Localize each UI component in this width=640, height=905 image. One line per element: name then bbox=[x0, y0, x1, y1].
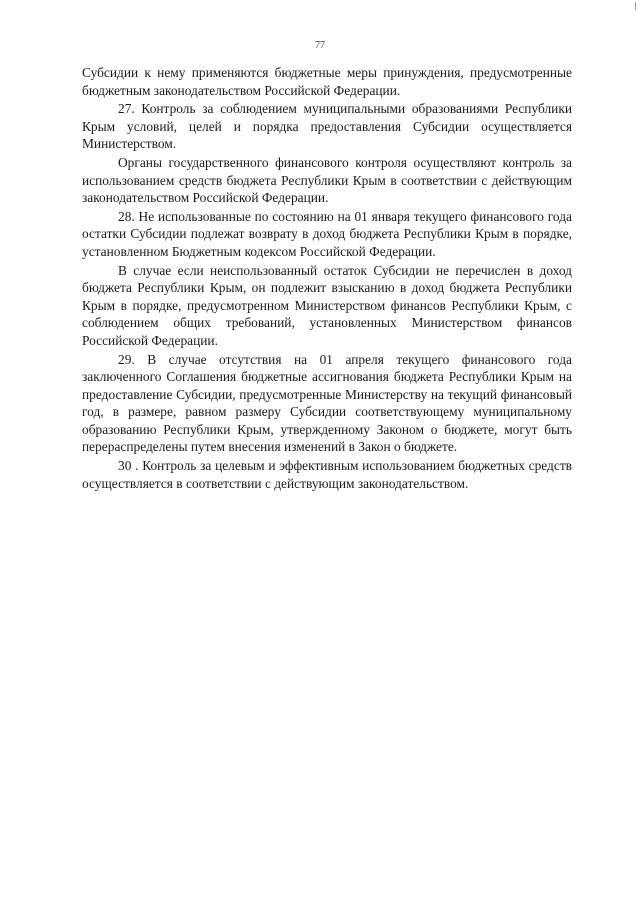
paragraph-28-recovery: В случае если неиспользованный остаток Субсидии не перечислен в доход бюджета Республики Крым, он подлежит взысканию в доход бюджета Республики Крым в порядке, предусмотренном Министерством финансов Республики Крым, с соблюдением общих требований, установленных Министерством финансов Российской Федерации. bbox=[82, 262, 572, 348]
document-body bbox=[82, 64, 572, 492]
page-number: 77 bbox=[315, 40, 325, 51]
paragraph-30: 30 . Контроль за целевым и эффективным использованием бюджетных средств осуществляется в соответствии с действующим законодательством. bbox=[82, 458, 572, 491]
paragraph-27: 27. Контроль за соблюдением муниципальными образованиями Республики Крым условий, целей и порядка предоставления Субсидии осуществляется Министерством. bbox=[82, 101, 572, 152]
scan-mark bbox=[635, 2, 636, 10]
paragraph-28: 28. Не использованные по состоянию на 01 января текущего финансового года остатки Субсидии подлежат возврату в доход бюджета Республики Крым в порядке, установленном Бюджетным кодексом Российской Федерации. bbox=[82, 208, 572, 259]
paragraph-27-control-bodies: Органы государственного финансового контроля осуществляют контроль за использованием средств бюджета Республики Крым в соответствии с действующим законодательством Российской Федерации. bbox=[82, 154, 572, 206]
paragraph-29: 29. В случае отсутствия на 01 апреля текущего финансового года заключенного Соглашения бюджетные ассигнования бюджета Республики Крым на предоставление Субсидии, предусмотренные Министерству на текущий финансовый год, в размере, равном размеру Субсидии соответствующему муниципальному образованию Республики Крым, утвержденному Законом о бюджете, могут быть перераспределены путем внесения изменений в Закон о бюджете. bbox=[82, 351, 572, 455]
paragraph-continuation: Субсидии к нему применяются бюджетные меры принуждения, предусмотренные бюджетным законодательством Российской Федерации. bbox=[82, 65, 572, 98]
